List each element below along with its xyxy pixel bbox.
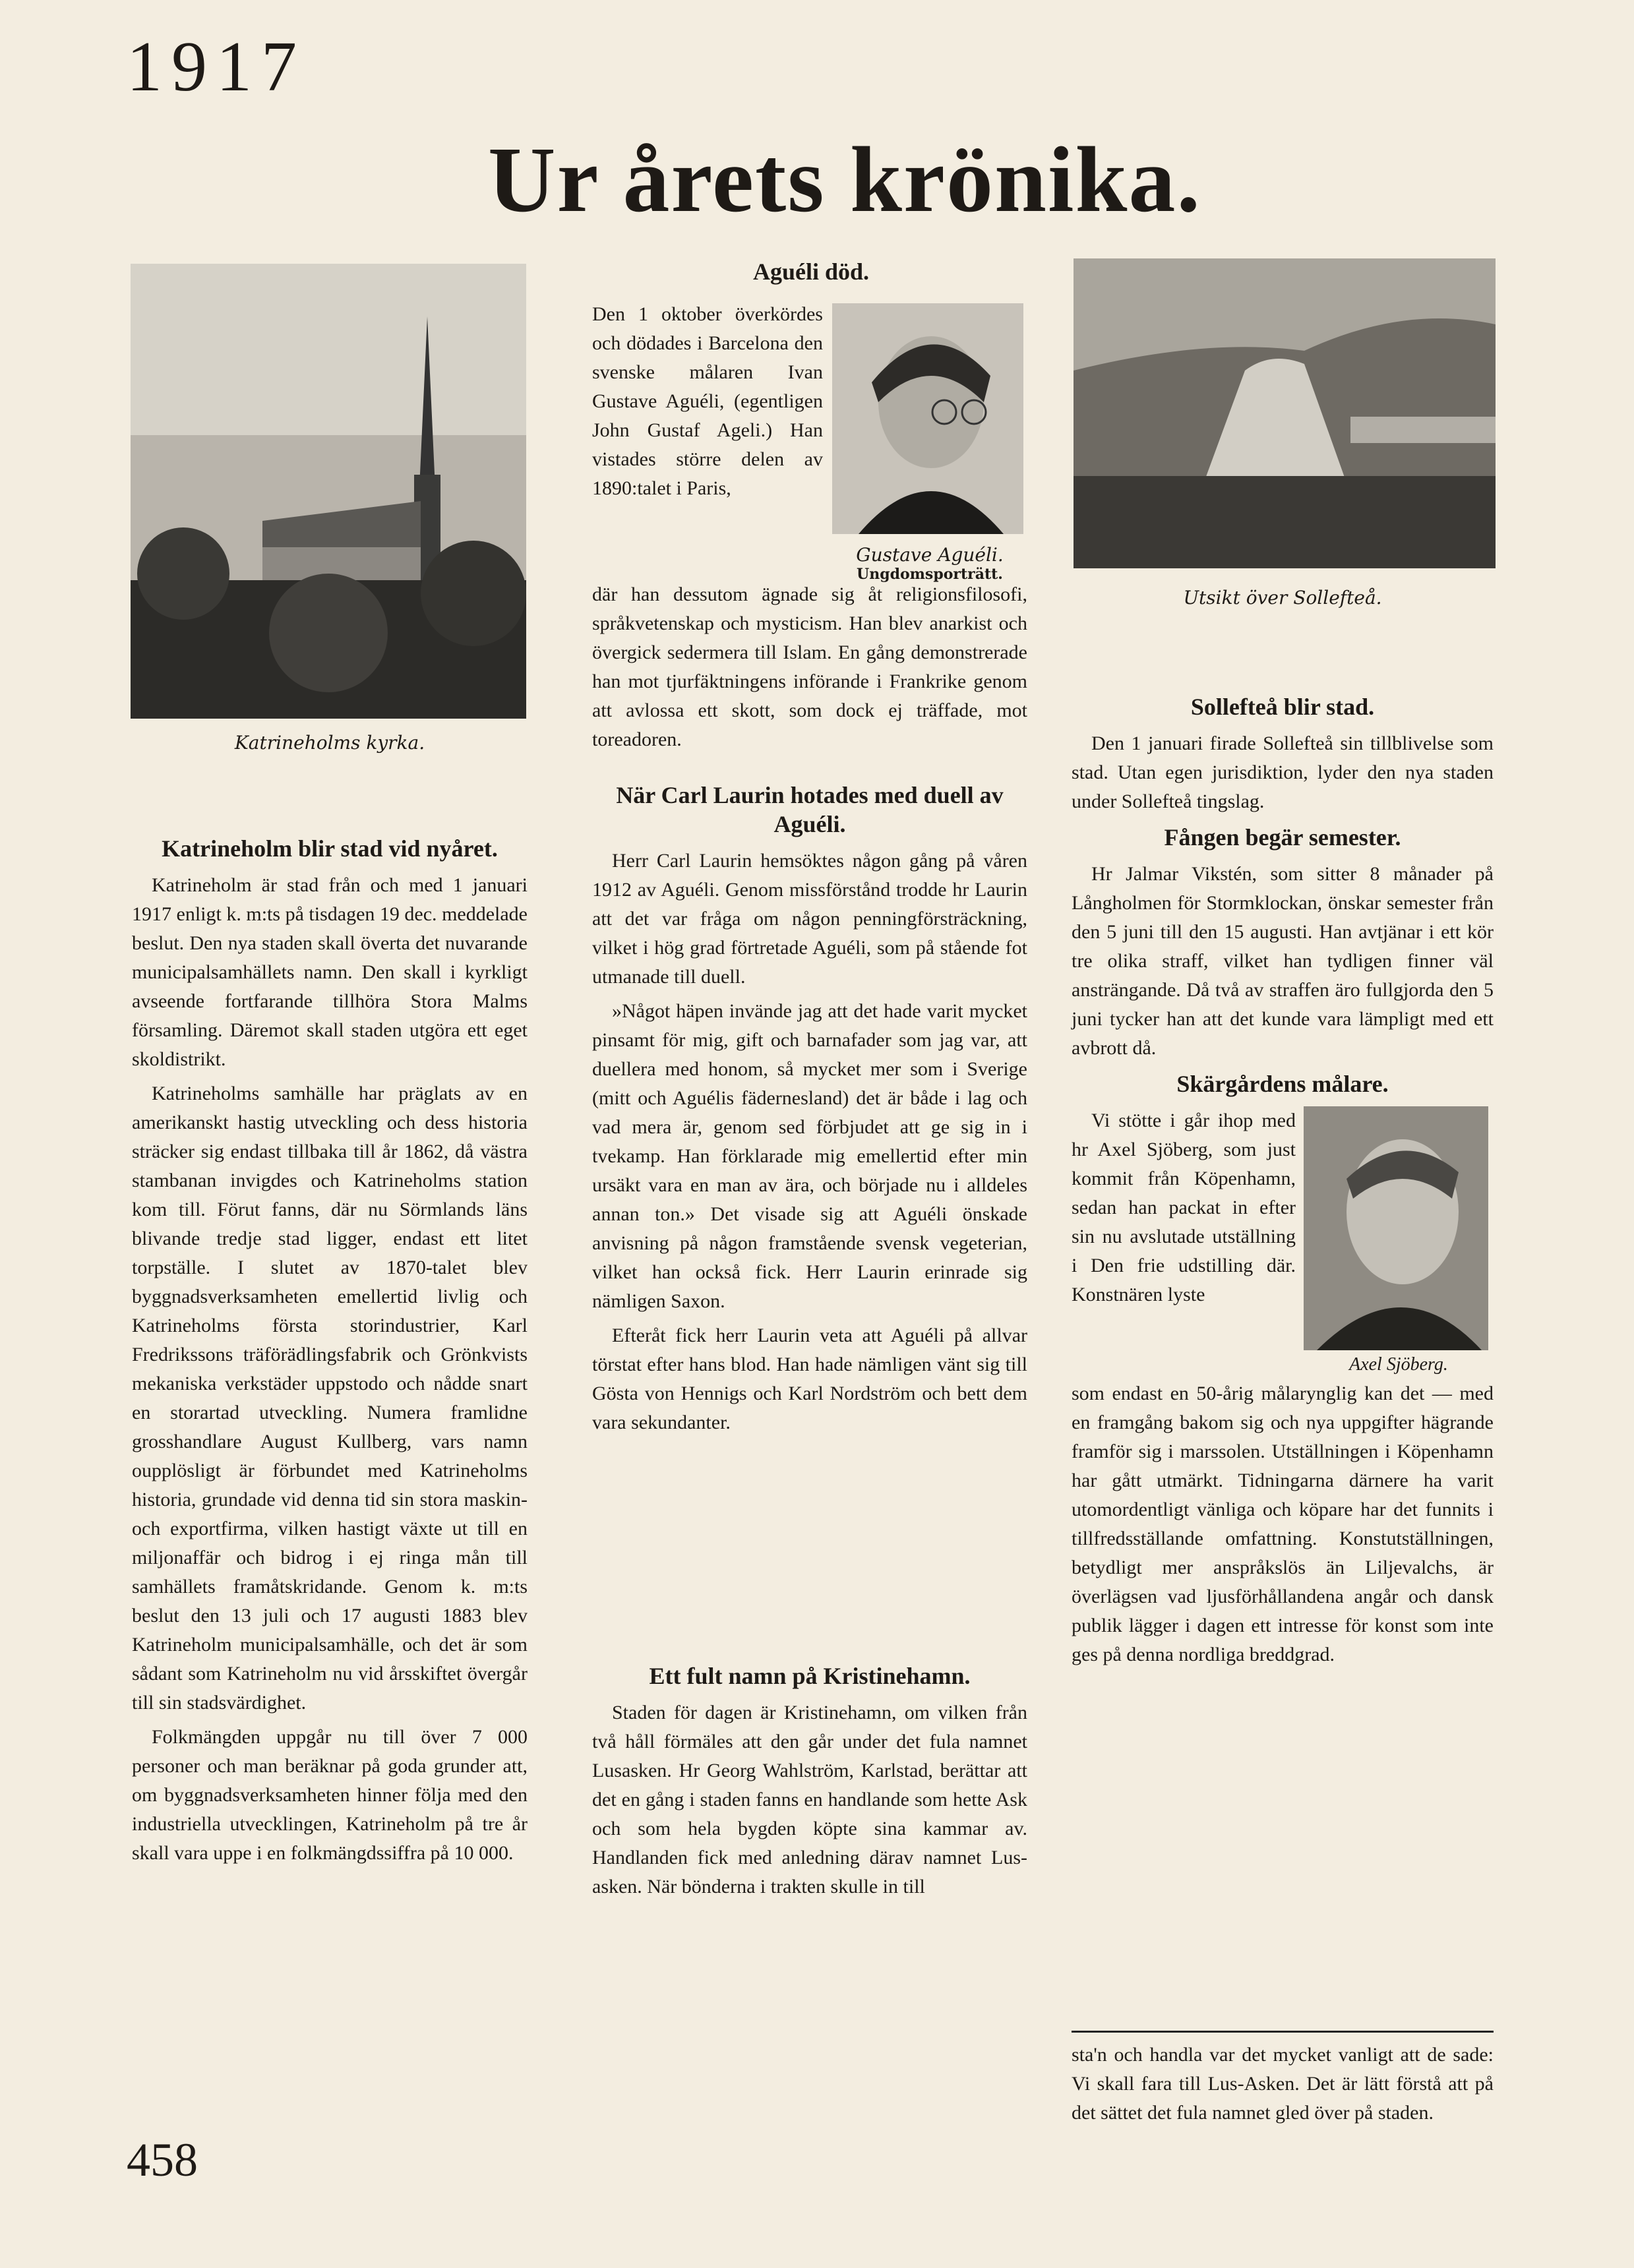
katrineholm-church-caption: Katrineholms kyrka. xyxy=(234,732,425,754)
kristinehamn-continuation: sta'n och handla var det mycket vanligt att de sade: Vi skall fara till Lus-Asken. Det är lätt förstå att på det sättet det fula namnet gled över på staden. xyxy=(1072,2044,1494,2124)
agueli-continuation: där han dessutom ägnade sig åt religionsfilosofi, språkvetenskap och mysticism. Han blev anarkist och övergick sedermera till Islam. En gång demonstrerade han mot tjurfäktningens införande i Frankrike genom att avlossa ett skott, som dock ej träffade, mot toreadoren. xyxy=(592,583,1027,750)
page-title: Ur årets krönika. xyxy=(488,127,1201,231)
laurin-paragraph: »Något häpen invände jag att det hade varit mycket pinsamt för mig, gift och barnafader som jag var, att duellera med honom, så mycket mer som i Sverige (mitt och Aguélis fädernesland) det är både i lag och vad mera är, genom sed förbjudet att ge sig in i tvekamp. Han förklarade mig emellertid efter min ursäkt vara en man av ära, och började nu i alldeles annan ton.» Det visade sig att Aguéli önskade anvisning på någon framstående svensk vegeterian, vilket han också fick. Herr Laurin erinrade sig nämligen Saxon. xyxy=(592,1000,1027,1312)
katrineholm-heading: Katrineholm blir stad vid nyåret. xyxy=(162,835,498,862)
sjoberg-continuation: som endast en 50-årig målarynglig kan det — med en framgång bakom sig och nya uppgifter hägrande framför sig i marssolen. Utställningen i Köpenhamn har gått utmärkt. Tidningarna därnere ha varit utomordentligt vänliga och köpare har det funnits i tillfredsställande omfattning. Konstutställningen, betydligt mer anspråkslös än Liljevalchs, är överlägsen vad ljusförhållandena angår och dansk publik lägger i dagen ett intresse för konst som inte ges på denna nordliga breddgrad. xyxy=(1072,1383,1494,1665)
laurin-paragraph: Efteråt fick herr Laurin veta att Aguéli på allvar törstat efter hans blod. Han hade nämligen vänt sig till Gösta von Hennigs och Karl Nordström och bett dem vara sekundanter. xyxy=(592,1325,1027,1433)
page-number: 458 xyxy=(127,2134,198,2186)
year-heading: 1917 xyxy=(127,28,306,106)
kristinehamn-continuation-block xyxy=(1072,2041,1494,2133)
sjoberg-intro-row xyxy=(1072,1106,1494,1379)
kristinehamn-paragraph: Staden för dagen är Kristinehamn, om vilken från två håll förmäles att den går under det fula namnet Lusasken. Hr Georg Wahlström, Karlstad, berättar att det en gång i staden fanns en handlande som hette Ask och som hela bygden köpte sina kammar av. Handlanden fick med anledning därav namnet Lus-asken. När bönderna i trakten skulle in till xyxy=(592,1702,1027,1897)
laurin-heading: När Carl Laurin hotades med duell av Aguéli. xyxy=(616,782,1004,837)
agueli-caption-block xyxy=(821,544,1039,583)
solleftea-photo xyxy=(1074,258,1496,568)
church-illustration xyxy=(131,264,526,719)
solleftea-caption: Utsikt över Sollefteå. xyxy=(1183,587,1382,609)
right-column xyxy=(1072,686,1494,1675)
katrineholm-paragraph: Folkmängden uppgår nu till över 7 000 personer och man beräknar på goda grunder att, om byggnadsverksamheten hinner följa med den industriella utvecklingen, Katrineholm på tre år skall vara uppe i en folkmängdssiffra på 10 000. xyxy=(132,1726,528,1864)
laurin-paragraph: Herr Carl Laurin hemsöktes någon gång på våren 1912 av Aguéli. Genom missförstånd trodde hr Laurin att det var fråga om någon penningförsträckning, vilket i hög grad förtretade Aguéli, som på stående fot utmanade till duell. xyxy=(592,850,1027,988)
kristinehamn-article xyxy=(592,1655,1027,1907)
sjoberg-heading: Skärgårdens målare. xyxy=(1176,1071,1389,1097)
agueli-caption-sub: Ungdomsporträtt. xyxy=(857,566,1003,583)
agueli-article xyxy=(592,580,1027,1443)
solleftea-paragraph: Den 1 januari firade Sollefteå sin tillblivelse som stad. Utan egen jurisdiktion, lyder den nya staden under Sollefteå tingslag. xyxy=(1072,732,1494,812)
sjoberg-intro: Vi stötte i går ihop med hr Axel Sjöberg, som just kommit från Köpenhamn, sedan han packat in efter sin nu avslutade utställning i Den frie udstilling där. Konstnären lyste xyxy=(1072,1110,1296,1305)
sjoberg-portrait-photo xyxy=(1304,1106,1488,1350)
sjoberg-portrait-block xyxy=(1304,1106,1494,1379)
sjoberg-portrait-illustration xyxy=(1304,1106,1488,1350)
agueli-caption: Gustave Aguéli. xyxy=(856,544,1004,566)
katrineholm-paragraph: Katrineholms samhälle har präglats av en amerikanskt hastig utveckling och dess historia sträcker sig endast tillbaka till år 1862, då västra stambanan invigdes och Katrineholms station kom till. Förut fanns, där nu Sörmlands läns blivande tredje stad ligger, endast ett litet torpställe. I slutet av 1870-talet blev byggnadsverksamheten emellertid livlig och Katrineholms första storindustrier, Karl Fredrikssons träförädlingsfabrik och Grönkvists mekaniska verkstäder uppstodo och nådde snart en storartad utveckling. Numera framlidne grosshandlare August Kullberg, vars namn oupplösligt är förbundet med Katrineholms historia, grundade vid denna tid sin stora maskin- och exportfirma, vilken hastigt växte ut till en miljonaffär och bidrog i ej ringa mån till samhällets framåtskridande. Genom k. m:ts beslut den 13 juli och 17 augusti 1883 blev Katrineholm municipalsamhälle, och det är som sådant som Katrineholm nu vid årsskiftet övergår till sin stadsvärdighet. xyxy=(132,1083,528,1714)
column-divider xyxy=(1072,2031,1494,2033)
agueli-intro: Den 1 oktober överkördes och dödades i Barcelona den svenske målaren Ivan Gustave Aguéli, (egentligen John Gustaf Ageli.) Han vistades större delen av 1890:talet i Paris, xyxy=(592,303,823,499)
solleftea-heading: Sollefteå blir stad. xyxy=(1190,694,1375,720)
agueli-portrait-photo xyxy=(832,303,1023,534)
sjoberg-caption: Axel Sjöberg. xyxy=(1349,1354,1448,1375)
agueli-portrait-illustration xyxy=(832,303,1023,534)
kristinehamn-heading: Ett fult namn på Kristinehamn. xyxy=(649,1663,971,1689)
katrineholm-article xyxy=(132,827,528,1873)
katrineholm-church-photo xyxy=(131,264,526,719)
katrineholm-paragraph: Katrineholm är stad från och med 1 januari 1917 enligt k. m:ts på tisdagen 19 dec. meddelade beslut. Den nya staden skall överta det nuvarande municipalsamhällets namn. Den skall i kyrkligt avseende fortfarande tillhöra Stora Malms församling. Däremot skall staden utgöra ett eget skoldistrikt. xyxy=(132,874,528,1070)
fangen-paragraph: Hr Jalmar Vikstén, som sitter 8 månader på Långholmen för Stormklockan, önskar semester från den 5 juni till den 15 augusti. Han avtjänar i ett kör tre olika straff, vilket han tydligen finner väl ansträngande. Då två av straffen äro fullgjorda den 5 juni tycker han att det kunde vara lämpligt med ett avbrott då. xyxy=(1072,863,1494,1059)
solleftea-illustration xyxy=(1074,258,1496,568)
agueli-heading: Aguéli död. xyxy=(752,258,870,285)
fangen-heading: Fången begär semester. xyxy=(1164,824,1401,850)
